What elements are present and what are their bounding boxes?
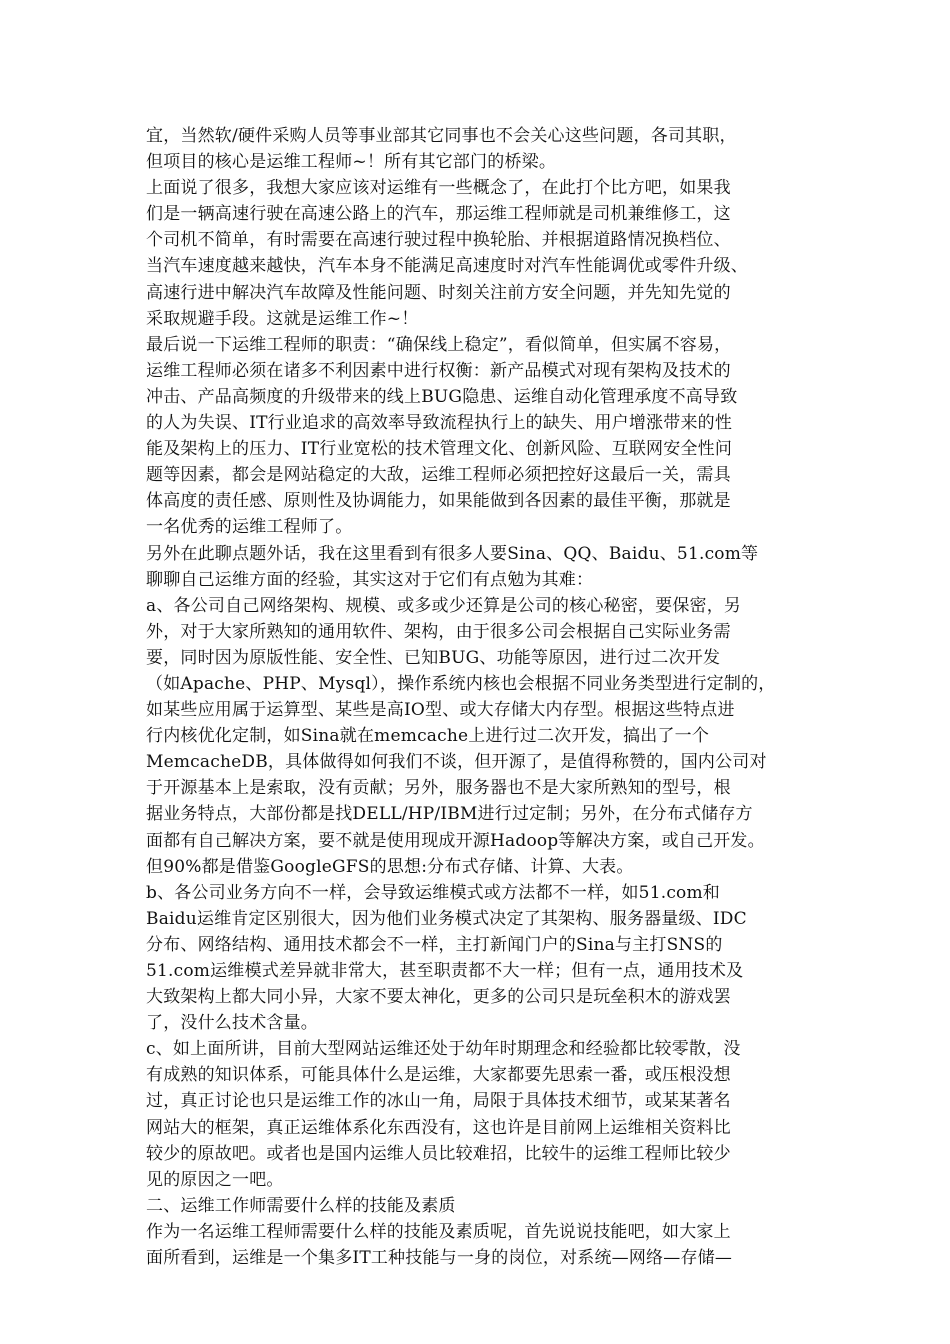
text-line: 于开源基本上是索取，没有贡献；另外，服务器也不是大家所熟知的型号，根 <box>146 778 731 799</box>
text-line: 据业务特点，大部份都是找DELL/HP/IBM进行过定制；另外，在分布式储存方 <box>146 804 753 825</box>
text-line: 过，真正讨论也只是运维工作的冰山一角，局限于具体技术细节，或某某著名 <box>146 1091 731 1112</box>
text-line: 作为一名运维工程师需要什么样的技能及素质呢，首先说说技能吧，如大家上 <box>146 1221 731 1242</box>
text-line: c、如上面所讲，目前大型网站运维还处于幼年时期理念和经验都比较零散，没 <box>146 1039 741 1060</box>
text-line: 网站大的框架，真正运维体系化东西没有，这也许是目前网上运维相关资料比 <box>146 1117 731 1138</box>
body-text <box>146 123 826 1271</box>
text-line: 如某些应用属于运算型、某些是高IO型、或大存储大内存型。根据这些特点进 <box>146 700 735 721</box>
text-line: 另外在此聊点题外话，我在这里看到有很多人要Sina、QQ、Baidu、51.com等 <box>146 543 759 564</box>
text-line: 运维工程师必须在诸多不利因素中进行权衡：新产品模式对现有架构及技术的 <box>146 360 731 381</box>
text-line: a、各公司自己网络架构、规模、或多或少还算是公司的核心秘密，要保密，另 <box>146 595 742 616</box>
text-line: 但90%都是借鉴GoogleGFS的思想:分布式存储、计算、大表。 <box>146 856 634 877</box>
text-line: 见的原因之一吧。 <box>146 1169 284 1190</box>
text-line: 上面说了很多，我想大家应该对运维有一些概念了，在此打个比方吧，如果我 <box>146 178 731 199</box>
text-line: 了，没什么技术含量。 <box>146 1013 318 1034</box>
text-line: 有成熟的知识体系，可能具体什么是运维，大家都要先思索一番，或压根没想 <box>146 1065 731 1086</box>
text-line: 较少的原故吧。或者也是国内运维人员比较难招，比较牛的运维工程师比较少 <box>146 1143 731 1164</box>
text-line: 体高度的责任感、原则性及协调能力，如果能做到各因素的最佳平衡，那就是 <box>146 491 731 512</box>
text-line: 题等因素，都会是网站稳定的大敌，运维工程师必须把控好这最后一关，需具 <box>146 465 731 486</box>
text-line: 一名优秀的运维工程师了。 <box>146 517 353 538</box>
text-line: 当汽车速度越来越快，汽车本身不能满足高速度时对汽车性能调优或零件升级、 <box>146 256 748 277</box>
text-line: 们是一辆高速行驶在高速公路上的汽车，那运维工程师就是司机兼维修工，这 <box>146 204 731 225</box>
text-line: 聊聊自己运维方面的经验，其实这对于它们有点勉为其难： <box>146 569 594 590</box>
text-line: 的人为失误、IT行业追求的高效率导致流程执行上的缺失、用户增涨带来的性 <box>146 413 733 434</box>
text-line: Baidu运维肯定区别很大，因为他们业务模式决定了其架构、服务器量级、IDC <box>146 908 747 929</box>
text-line: 分布、网络结构、通用技术都会不一样，主打新闻门户的Sina与主打SNS的 <box>146 934 723 955</box>
text-line: 大致架构上都大同小异，大家不要太神化，更多的公司只是玩垒积木的游戏罢 <box>146 987 731 1008</box>
text-line: 二、运维工作师需要什么样的技能及素质 <box>146 1195 456 1216</box>
text-line: 能及架构上的压力、IT行业宽松的技术管理文化、创新风险、互联网安全性问 <box>146 439 733 460</box>
text-line: 外，对于大家所熟知的通用软件、架构，由于很多公司会根据自己实际业务需 <box>146 621 731 642</box>
text-line: 但项目的核心是运维工程师~！所有其它部门的桥梁。 <box>146 152 557 173</box>
text-line: 宜，当然软/硬件采购人员等事业部其它同事也不会关心这些问题，各司其职， <box>146 126 737 146</box>
text-line: （如Apache、PHP、Mysql），操作系统内核也会根据不同业务类型进行定制的， <box>146 673 776 694</box>
text-line: 面都有自己解决方案，要不就是使用现成开源Hadoop等解决方案，或自己开发。 <box>146 830 765 851</box>
text-line: 高速行进中解决汽车故障及性能问题、时刻关注前方安全问题，并先知先觉的 <box>146 282 731 303</box>
text-line: 面所看到，运维是一个集多IT工种技能与一身的岗位，对系统—网络—存储— <box>146 1248 733 1269</box>
text-line: 冲击、产品高频度的升级带来的线上BUG隐患、运维自动化管理承度不高导致 <box>146 386 738 407</box>
text-line: 最后说一下运维工程师的职责：“确保线上稳定”，看似简单，但实属不容易， <box>146 334 732 355</box>
text-line: 51.com运维模式差异就非常大，甚至职责都不大一样；但有一点，通用技术及 <box>146 961 744 981</box>
text-line: 行内核优化定制，如Sina就在memcache上进行过二次开发，搞出了一个 <box>146 726 710 747</box>
text-line: b、各公司业务方向不一样，会导致运维模式或方法都不一样，如51.com和 <box>146 882 720 903</box>
text-line: MemcacheDB，具体做得如何我们不谈，但开源了，是值得称赞的，国内公司对 <box>146 752 767 773</box>
text-line: 个司机不简单，有时需要在高速行驶过程中换轮胎、并根据道路情况换档位、 <box>146 230 731 251</box>
text-line: 要，同时因为原版性能、安全性、已知BUG、功能等原因，进行过二次开发 <box>146 647 721 668</box>
text-line: 采取规避手段。这就是运维工作~！ <box>146 308 419 329</box>
